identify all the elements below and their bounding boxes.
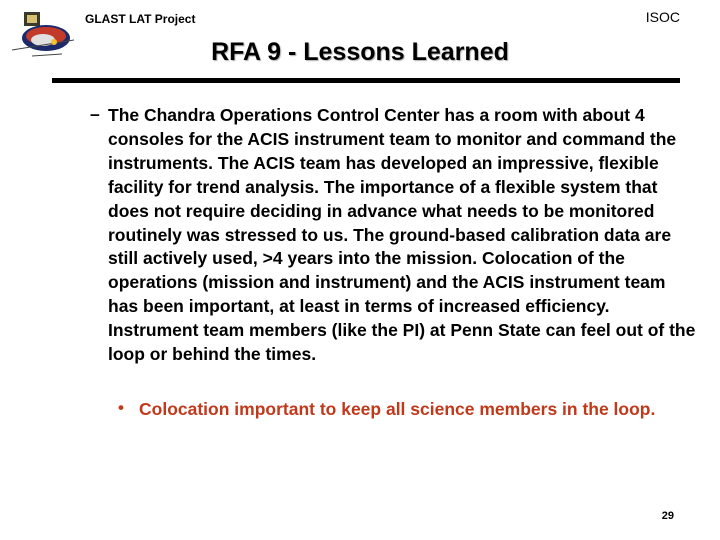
slide-title: RFA 9 - Lessons Learned bbox=[211, 38, 509, 66]
page-number: 29 bbox=[661, 510, 674, 522]
sub-bullet-text: Colocation important to keep all science members in the loop. bbox=[139, 399, 656, 419]
body-paragraph: The Chandra Operations Control Center has a room with about 4 consoles for the ACIS instrument team to monitor and command the instruments. The ACIS team has developed an impressive, flexible facility for trend analysis. The importance of a flexible system that does not require deciding in advance what needs to be monitored routinely was stressed to us. The ground-based calibration data are still actively used, >4 years into the mission. Colocation of the operations (mission and instrument) and the ACIS instrument team has been important, at least in terms of increased efficiency. Instrument team members (like the PI) at Penn State can feel out of the loop or behind the times. bbox=[108, 105, 696, 365]
org-label: ISOC bbox=[645, 9, 680, 25]
title-divider bbox=[52, 78, 680, 83]
project-name: GLAST LAT Project bbox=[85, 12, 196, 26]
bullet-marker: • bbox=[118, 398, 124, 417]
dash-marker: – bbox=[90, 104, 100, 124]
